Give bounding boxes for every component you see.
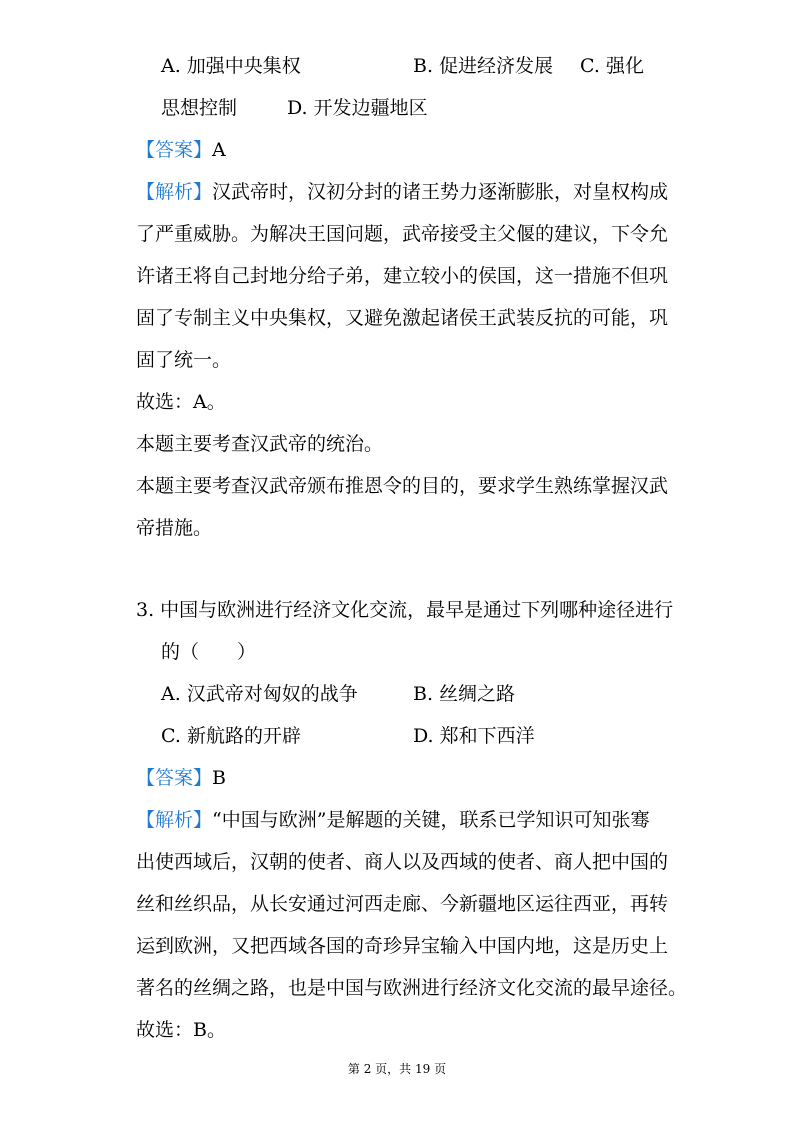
q3-option-d: D. 郑和下西洋 (413, 725, 535, 747)
q3-choice: 故选：B。 (136, 1019, 226, 1041)
q2-analysis-line-1 (136, 180, 668, 204)
q2-option-c: C. 强化 (580, 55, 644, 77)
q2-answer (136, 138, 226, 162)
q2-summary-1: 本题主要考查汉武帝的统治。 (136, 433, 384, 455)
q3-stem-line-2: 的（ ） (161, 641, 257, 663)
q3-analysis-line-5: 著名的丝绸之路，也是中国与欧洲进行经济文化交流的最早途径。 (136, 977, 688, 999)
q3-answer (136, 766, 226, 790)
analysis-tag: 【解析】 (136, 809, 213, 831)
answer-value: B (212, 767, 226, 789)
q3-option-a: A. 汉武帝对匈奴的战争 (161, 683, 358, 705)
q2-option-d: D. 开发边疆地区 (287, 97, 428, 119)
analysis-text: 汉武帝时，汉初分封的诸王势力逐渐膨胀，对皇权构成 (212, 181, 669, 203)
answer-tag: 【答案】 (136, 767, 213, 789)
q3-analysis-line-3: 丝和丝织品，从长安通过河西走廊、今新疆地区运往西亚，再转 (136, 893, 669, 915)
analysis-text: “中国与欧洲”是解题的关键，联系已学知识可知张骞 (212, 809, 650, 831)
q2-analysis-line-4: 固了专制主义中央集权，又避免激起诸侯王武装反抗的可能，巩 (136, 307, 669, 329)
answer-value: A (212, 139, 226, 161)
q2-analysis-line-3: 许诸王将自己封地分给子弟，建立较小的侯国，这一措施不但巩 (136, 265, 669, 287)
q2-analysis-line-5: 固了统一。 (136, 349, 232, 371)
q2-choice: 故选：A。 (136, 391, 226, 413)
answer-tag: 【答案】 (136, 139, 213, 161)
q3-analysis-line-2: 出使西域后，汉朝的使者、商人以及西域的使者、商人把中国的 (136, 851, 669, 873)
q3-analysis-line-1 (136, 808, 649, 832)
q2-summary-2-line-2: 帝措施。 (136, 517, 213, 539)
analysis-tag: 【解析】 (136, 181, 213, 203)
q2-option-a: A. 加强中央集权 (161, 55, 301, 77)
q3-analysis-line-4: 运到欧洲，又把西域各国的奇珍异宝输入中国内地，这是历史上 (136, 935, 669, 957)
q3-option-c: C. 新航路的开辟 (161, 725, 301, 747)
page-footer: 第 2 页，共 19 页 (347, 1062, 447, 1076)
q2-option-b: B. 促进经济发展 (413, 55, 554, 77)
q2-summary-2-line-1: 本题主要考查汉武帝颁布推恩令的目的，要求学生熟练掌握汉武 (136, 475, 669, 497)
q2-option-c-cont: 思想控制 (161, 97, 238, 119)
q2-analysis-line-2: 了严重威胁。为解决王国问题，武帝接受主父偃的建议，下令允 (136, 223, 669, 245)
q3-option-b: B. 丝绸之路 (413, 683, 516, 705)
q3-stem-line-1: 3. 中国与欧洲进行经济文化交流，最早是通过下列哪种途径进行 (136, 599, 674, 621)
